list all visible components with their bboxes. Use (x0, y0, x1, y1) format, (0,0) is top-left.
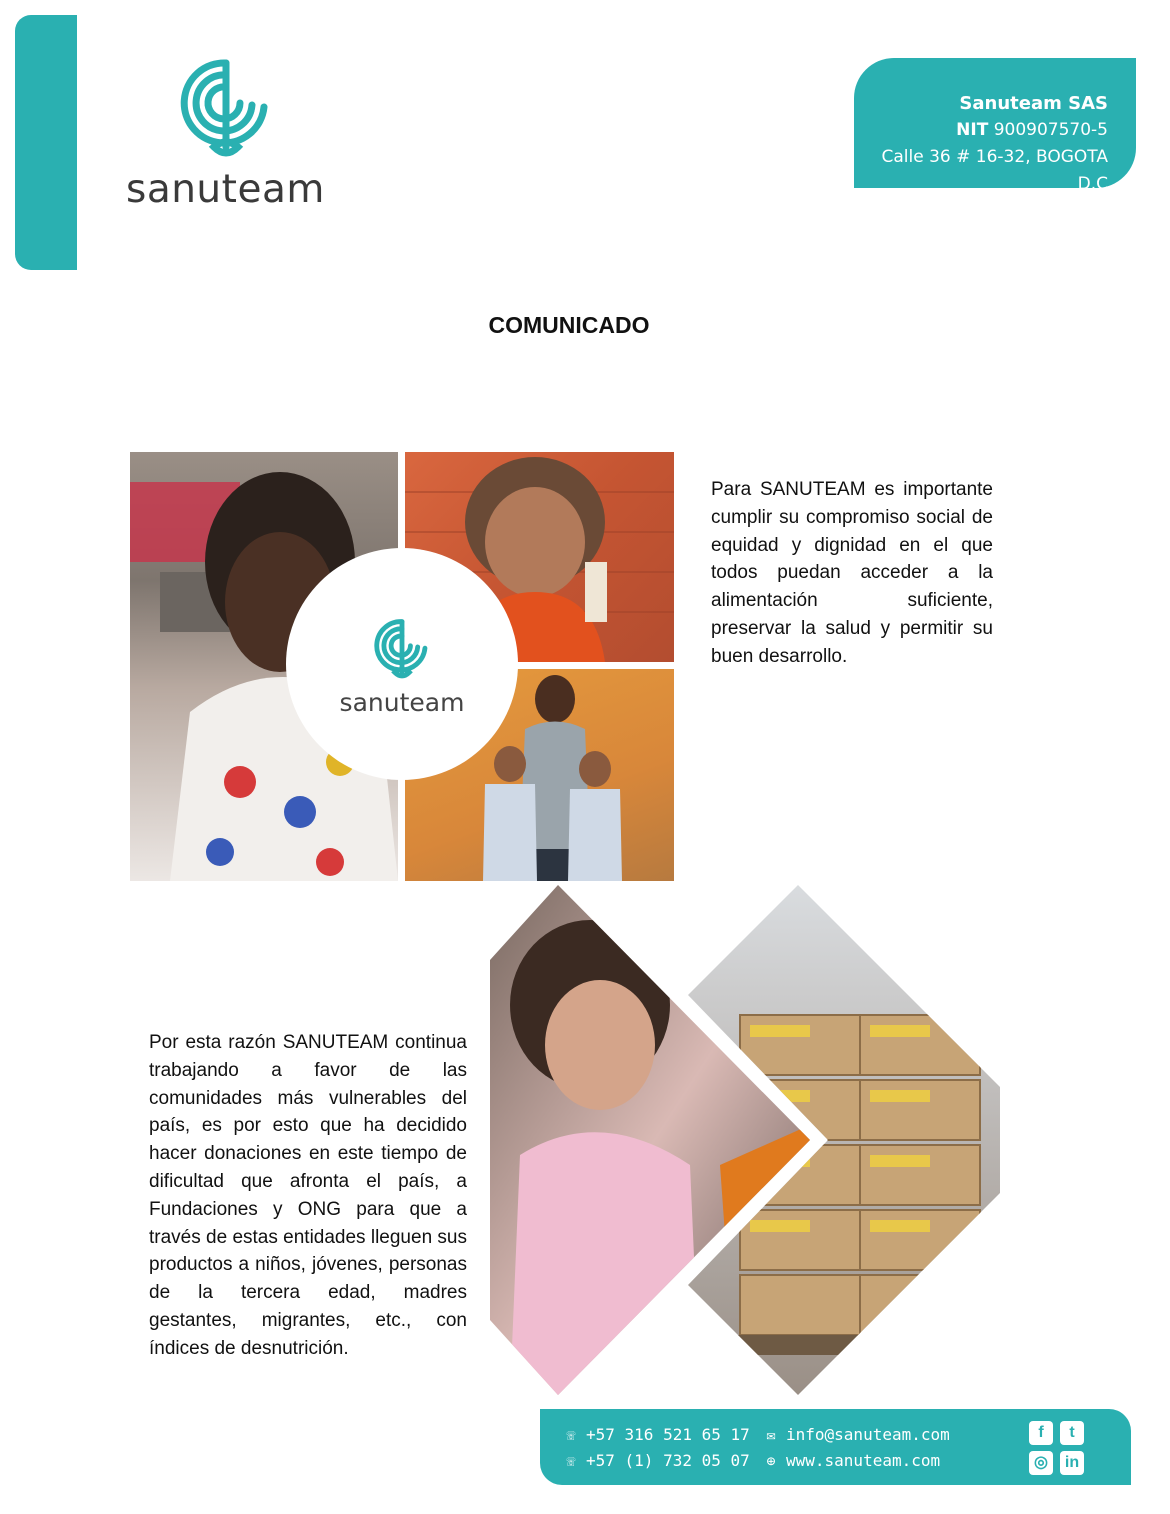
collage-logo-wordmark: sanuteam (339, 688, 465, 717)
collage-logo-circle (286, 548, 518, 780)
phone-icon: ☏ (566, 1451, 576, 1470)
globe-icon: ⊕ (766, 1451, 776, 1470)
intro-paragraph: Para SANUTEAM es importante cumplir su compromiso social de equidad y dignidad en el que todos puedan acceder a la alimentación suficiente, preservar la salud y permitir su buen desarrollo. (711, 479, 993, 667)
logo-wordmark: sanuteam (126, 167, 325, 212)
phone-1-text: +57 316 521 65 17 (586, 1425, 750, 1444)
nit-value: 900907570-5 (993, 120, 1108, 140)
linkedin-icon[interactable]: in (1060, 1451, 1084, 1475)
left-accent-tab (15, 15, 77, 270)
email-text: info@sanuteam.com (786, 1425, 950, 1444)
website-link[interactable] (762, 1451, 940, 1470)
contact-footer (540, 1409, 1131, 1485)
sanuteam-logo (120, 55, 330, 215)
instagram-icon[interactable]: ◎ (1029, 1451, 1053, 1475)
donation-paragraph: Por esta razón SANUTEAM continua trabajando a favor de las comunidades más vulnerables del país, es por esto que ha decidido hacer donaciones en este tiempo de dificultad que afronta el país, a Fundaciones y ONG para que a través de estas entidades lleguen sus productos a niños, jóvenes, personas de la tercera edad, madres gestantes, migrantes, etc., con índices de desnutrición. (149, 1032, 467, 1359)
phone-2[interactable] (562, 1451, 750, 1470)
diamond-photos (490, 885, 1000, 1395)
company-nit (854, 117, 1108, 144)
document-title: COMUNICADO (488, 312, 650, 338)
sanuteam-logo-icon (178, 55, 274, 165)
envelope-icon: ✉ (766, 1425, 776, 1444)
email-link[interactable] (762, 1425, 950, 1444)
phone-2-text: +57 (1) 732 05 07 (586, 1451, 750, 1470)
company-name: Sanuteam SAS (959, 93, 1108, 114)
phone-1[interactable] (562, 1425, 750, 1444)
twitter-icon[interactable]: t (1060, 1421, 1084, 1445)
sanuteam-logo-icon (373, 616, 431, 684)
company-info-box (854, 58, 1136, 194)
website-text: www.sanuteam.com (786, 1451, 941, 1470)
nit-label: NIT (956, 120, 989, 140)
facebook-icon[interactable]: f (1029, 1421, 1053, 1445)
phone-icon: ☏ (566, 1425, 576, 1444)
company-address: Calle 36 # 16-32, BOGOTA D.C (881, 147, 1108, 194)
